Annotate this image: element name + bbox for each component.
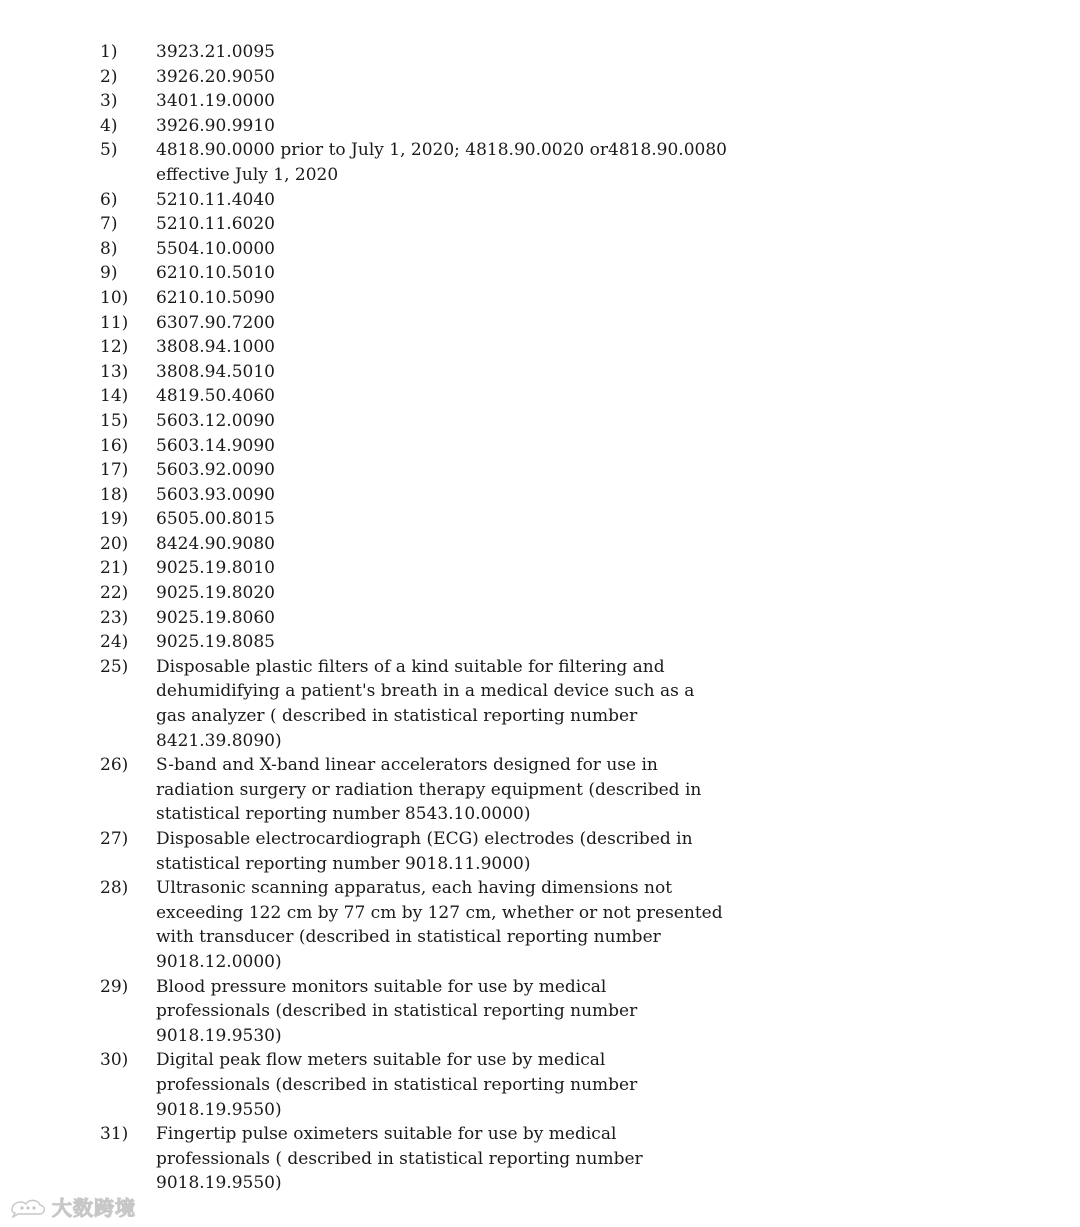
item-number: 23): [100, 607, 129, 628]
item-number: 15): [100, 410, 129, 431]
item-text-line: 3808.94.5010: [156, 361, 275, 382]
watermark-text: 大数跨境: [52, 1196, 136, 1220]
list-item: [100, 237, 800, 262]
item-number: 9): [100, 263, 118, 284]
item-text-line: 8421.39.8090): [156, 730, 282, 751]
item-text: [156, 384, 800, 409]
item-text-line: 3923.21.0095: [156, 42, 275, 62]
item-number: 24): [100, 632, 129, 653]
item-number: 2): [100, 66, 118, 87]
item-text: [156, 89, 800, 114]
item-number: 21): [100, 558, 129, 579]
list-item: [100, 556, 800, 581]
item-number: 20): [100, 533, 129, 554]
item-text-line: professionals (described in statistical reporting number: [156, 1001, 638, 1022]
item-text-line: gas analyzer ( described in statistical reporting number: [156, 706, 638, 727]
item-text: [156, 114, 800, 139]
item-text: [156, 434, 800, 459]
item-number: 29): [100, 976, 129, 997]
item-number: 22): [100, 583, 129, 604]
item-text-line: radiation surgery or radiation therapy equipment (described in: [156, 779, 702, 800]
list-item: [100, 975, 800, 1049]
list-item: [100, 286, 800, 311]
list-item: [100, 434, 800, 459]
item-text-line: Blood pressure monitors suitable for use by medical: [156, 976, 607, 997]
list-item: [100, 384, 800, 409]
item-number: 11): [100, 312, 129, 333]
item-text-line: 6307.90.7200: [156, 312, 275, 333]
list-item: [100, 630, 800, 655]
item-text-line: 5603.14.9090: [156, 435, 275, 456]
list-item: [100, 876, 800, 974]
item-number: 3): [100, 91, 118, 112]
item-text: [156, 261, 800, 286]
item-text: [156, 1048, 800, 1122]
item-text-line: 5603.93.0090: [156, 484, 275, 505]
item-number: 12): [100, 337, 129, 358]
chat-bubble-logo-icon: [8, 1196, 48, 1218]
list-item: [100, 311, 800, 336]
item-number: 26): [100, 755, 129, 776]
item-text-line: 3926.90.9910: [156, 115, 275, 136]
item-number: 4): [100, 115, 118, 136]
item-text: [156, 827, 800, 876]
list-item: [100, 655, 800, 753]
item-number: 25): [100, 656, 129, 677]
item-number: 7): [100, 214, 118, 235]
item-text: [156, 212, 800, 237]
item-text: [156, 237, 800, 262]
watermark: [8, 1192, 136, 1221]
item-number: 30): [100, 1050, 129, 1071]
item-text: [156, 409, 800, 434]
item-text-line: 9018.12.0000): [156, 951, 282, 972]
list-item: [100, 532, 800, 557]
item-number: 28): [100, 878, 129, 899]
item-number: 8): [100, 238, 118, 259]
item-number: 19): [100, 509, 129, 530]
item-text-line: 9025.19.8010: [156, 558, 275, 579]
item-number: 16): [100, 435, 129, 456]
list-item: [100, 40, 800, 65]
item-text-line: S-band and X-band linear accelerators designed for use in: [156, 755, 658, 776]
item-text-line: 5504.10.0000: [156, 238, 275, 259]
item-text-line: Disposable plastic filters of a kind suitable for filtering and: [156, 656, 665, 677]
item-text: [156, 335, 800, 360]
item-text-line: 3401.19.0000: [156, 91, 275, 112]
item-text-line: 9018.19.9530): [156, 1025, 282, 1046]
item-text: [156, 630, 800, 655]
item-text-line: 5603.12.0090: [156, 410, 275, 431]
item-number: 31): [100, 1124, 129, 1145]
item-text-line: 6210.10.5010: [156, 263, 275, 284]
item-text-line: statistical reporting number 8543.10.0000): [156, 804, 531, 825]
item-text: [156, 483, 800, 508]
item-text-line: 9018.19.9550): [156, 1099, 282, 1120]
item-text-line: Ultrasonic scanning apparatus, each having dimensions not: [156, 878, 673, 899]
numbered-list: [100, 40, 800, 1196]
item-text: [156, 606, 800, 631]
list-item: [100, 409, 800, 434]
item-text-line: 3808.94.1000: [156, 337, 275, 358]
item-text-line: 4819.50.4060: [156, 386, 275, 407]
item-text: [156, 753, 800, 827]
list-item: [100, 458, 800, 483]
list-item: [100, 360, 800, 385]
item-number: 14): [100, 386, 129, 407]
item-number: 1): [100, 42, 118, 62]
item-text-line: dehumidifying a patient's breath in a medical device such as a: [156, 681, 695, 702]
item-text: [156, 581, 800, 606]
list-item: [100, 1122, 800, 1196]
item-text-line: 5210.11.4040: [156, 189, 275, 210]
list-item: [100, 212, 800, 237]
item-text-line: professionals (described in statistical reporting number: [156, 1074, 638, 1095]
item-text-line: effective July 1, 2020: [156, 164, 339, 185]
list-item: [100, 581, 800, 606]
item-text-line: statistical reporting number 9018.11.9000): [156, 853, 531, 874]
item-text-line: 9025.19.8020: [156, 583, 275, 604]
item-text-line: professionals ( described in statistical reporting number: [156, 1148, 643, 1169]
list-item: [100, 261, 800, 286]
item-text-line: 9025.19.8060: [156, 607, 275, 628]
item-number: 13): [100, 361, 129, 382]
item-text: [156, 311, 800, 336]
list-item: [100, 188, 800, 213]
item-text: [156, 286, 800, 311]
item-text-line: 9018.19.9550): [156, 1173, 282, 1194]
item-text: [156, 975, 800, 1049]
item-text-line: 6505.00.8015: [156, 509, 275, 530]
item-text: [156, 876, 800, 974]
item-text-line: Digital peak flow meters suitable for use by medical: [156, 1050, 606, 1071]
item-text: [156, 655, 800, 753]
item-number: 5): [100, 140, 118, 161]
list-item: [100, 753, 800, 827]
list-item: [100, 1048, 800, 1122]
item-text: [156, 40, 800, 65]
list-item: [100, 114, 800, 139]
item-text-line: 4818.90.0000 prior to July 1, 2020; 4818.90.0020 or4818.90.0080: [156, 140, 727, 161]
item-number: 18): [100, 484, 129, 505]
item-text: [156, 65, 800, 90]
item-text-line: 8424.90.9080: [156, 533, 275, 554]
list-item: [100, 65, 800, 90]
item-text-line: exceeding 122 cm by 77 cm by 127 cm, whether or not presented: [156, 902, 723, 923]
list-item: [100, 507, 800, 532]
item-text-line: 5210.11.6020: [156, 214, 275, 235]
item-text: [156, 360, 800, 385]
item-number: 6): [100, 189, 118, 210]
list-item: [100, 138, 800, 187]
item-number: 27): [100, 829, 129, 849]
list-item: [100, 827, 800, 876]
list-item: [100, 606, 800, 631]
item-text-line: with transducer (described in statistical reporting number: [156, 927, 661, 948]
item-text: [156, 458, 800, 483]
item-text: [156, 188, 800, 213]
item-text: [156, 1122, 800, 1196]
list-item: [100, 89, 800, 114]
item-text-line: 6210.10.5090: [156, 287, 275, 308]
item-text: [156, 138, 800, 187]
item-text: [156, 507, 800, 532]
item-text: [156, 532, 800, 557]
item-number: 10): [100, 287, 129, 308]
item-text-line: Fingertip pulse oximeters suitable for use by medical: [156, 1124, 617, 1145]
list-item: [100, 483, 800, 508]
item-number: 17): [100, 460, 129, 481]
item-text-line: 9025.19.8085: [156, 632, 275, 653]
item-text: [156, 556, 800, 581]
item-text-line: Disposable electrocardiograph (ECG) electrodes (described in: [156, 829, 693, 849]
list-item: [100, 335, 800, 360]
item-text-line: 5603.92.0090: [156, 460, 275, 481]
item-text-line: 3926.20.9050: [156, 66, 275, 87]
